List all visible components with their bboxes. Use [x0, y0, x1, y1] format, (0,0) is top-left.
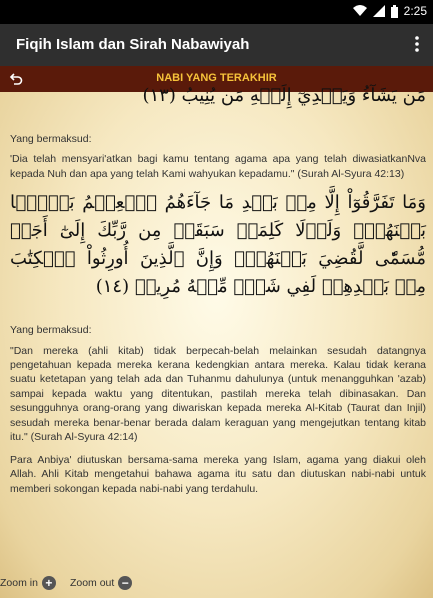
overflow-menu-icon[interactable] [413, 34, 421, 54]
chapter-title: NABI YANG TERAKHIR [156, 72, 277, 84]
translation-text: "Dan mereka (ahli kitab) tidak berpecah-belah melainkan sesudah datangnya pengetahuan kepada mereka kerana kedengkian antara mereka. Kalau tidak kerana suatu ketetapan yang telah ada dan Tuhanmu dahulunya (untuk menangguhkan 'azab) sampai kepada waktu yang ditentukan, pastilah mereka telah dibinasakan. Dan sesungguhnya orang-orang yang diwariskan kepada mereka Al-Kitab (Taurat dan Injil) sesudah mereka benar-benar berada dalam keraguan yang mengejutkan tentang kitab itu." (Surah Al-Syura 42:14) [10, 344, 426, 444]
status-bar [0, 0, 433, 24]
article-card [10, 82, 426, 504]
app-bar [0, 24, 433, 66]
translation-text: 'Dia telah mensyari'atkan bagi kamu tentang agama apa yang telah diwasiatkanNva kepada Nuh dan apa yang telah Kami wahyukan kepadamu." (Surah Al-Syura 42:13) [10, 153, 426, 180]
minus-icon: − [118, 576, 132, 590]
zoom-in-label: Zoom in [0, 577, 38, 589]
section-label: Yang bermaksud: [10, 324, 92, 337]
zoom-out-label: Zoom out [69, 577, 115, 589]
zoom-in-button[interactable] [0, 576, 56, 590]
zoom-controls [0, 574, 132, 592]
plus-icon: + [42, 576, 56, 590]
zoom-out-button[interactable] [70, 576, 132, 590]
paragraph-text: Para Anbiya' diutuskan bersama-sama mereka yang Islam, agama yang diakui oleh Allah. Ahli Kitab mengetahui bahawa agama itu satu dan diutuskan nabi-nabi untuk memberi sokongan kepada nabi-nabi yang terdahulu. [10, 453, 426, 495]
arabic-verse: وَمَا تَفَرَّقُوٓاْ إِلَّا مِنۢ بَعۡدِ مَا جَآءَهُمُ ٱلۡعِلۡمُ بَغۡيَۢا بَيۡنَهُمۡۚ وَلَوۡلَا كَلِمَةٞ سَبَقَتۡ مِن رَّبِّكَ إِلَىٰٓ أَجَلٖ مُّسَمّٗى لَّقُضِيَ بَيۡنَهُمۡۚ وَإِنَّ ٱلَّذِينَ أُورِثُواْ ٱلۡكِتَٰبَ مِنۢ بَعۡدِهِمۡ لَفِي شَكّٖ مِّنۡهُ مُرِيبٖ (١٤) [10, 192, 426, 298]
app-title: Fiqih Islam dan Sirah Nabawiyah [16, 36, 250, 53]
article-content[interactable] [10, 85, 426, 524]
status-time: 2:25 [403, 4, 427, 18]
signal-icon [373, 5, 385, 17]
section-label: Yang bermaksud: [10, 133, 92, 145]
status-icons [353, 4, 427, 18]
wifi-icon [353, 5, 367, 17]
battery-icon [391, 5, 398, 18]
arabic-text-top: مَن يَشَآءُ وَيَهۡدِيٓ إِلَيۡهِ مَن يُنِيبُ (١٣) [142, 85, 426, 106]
